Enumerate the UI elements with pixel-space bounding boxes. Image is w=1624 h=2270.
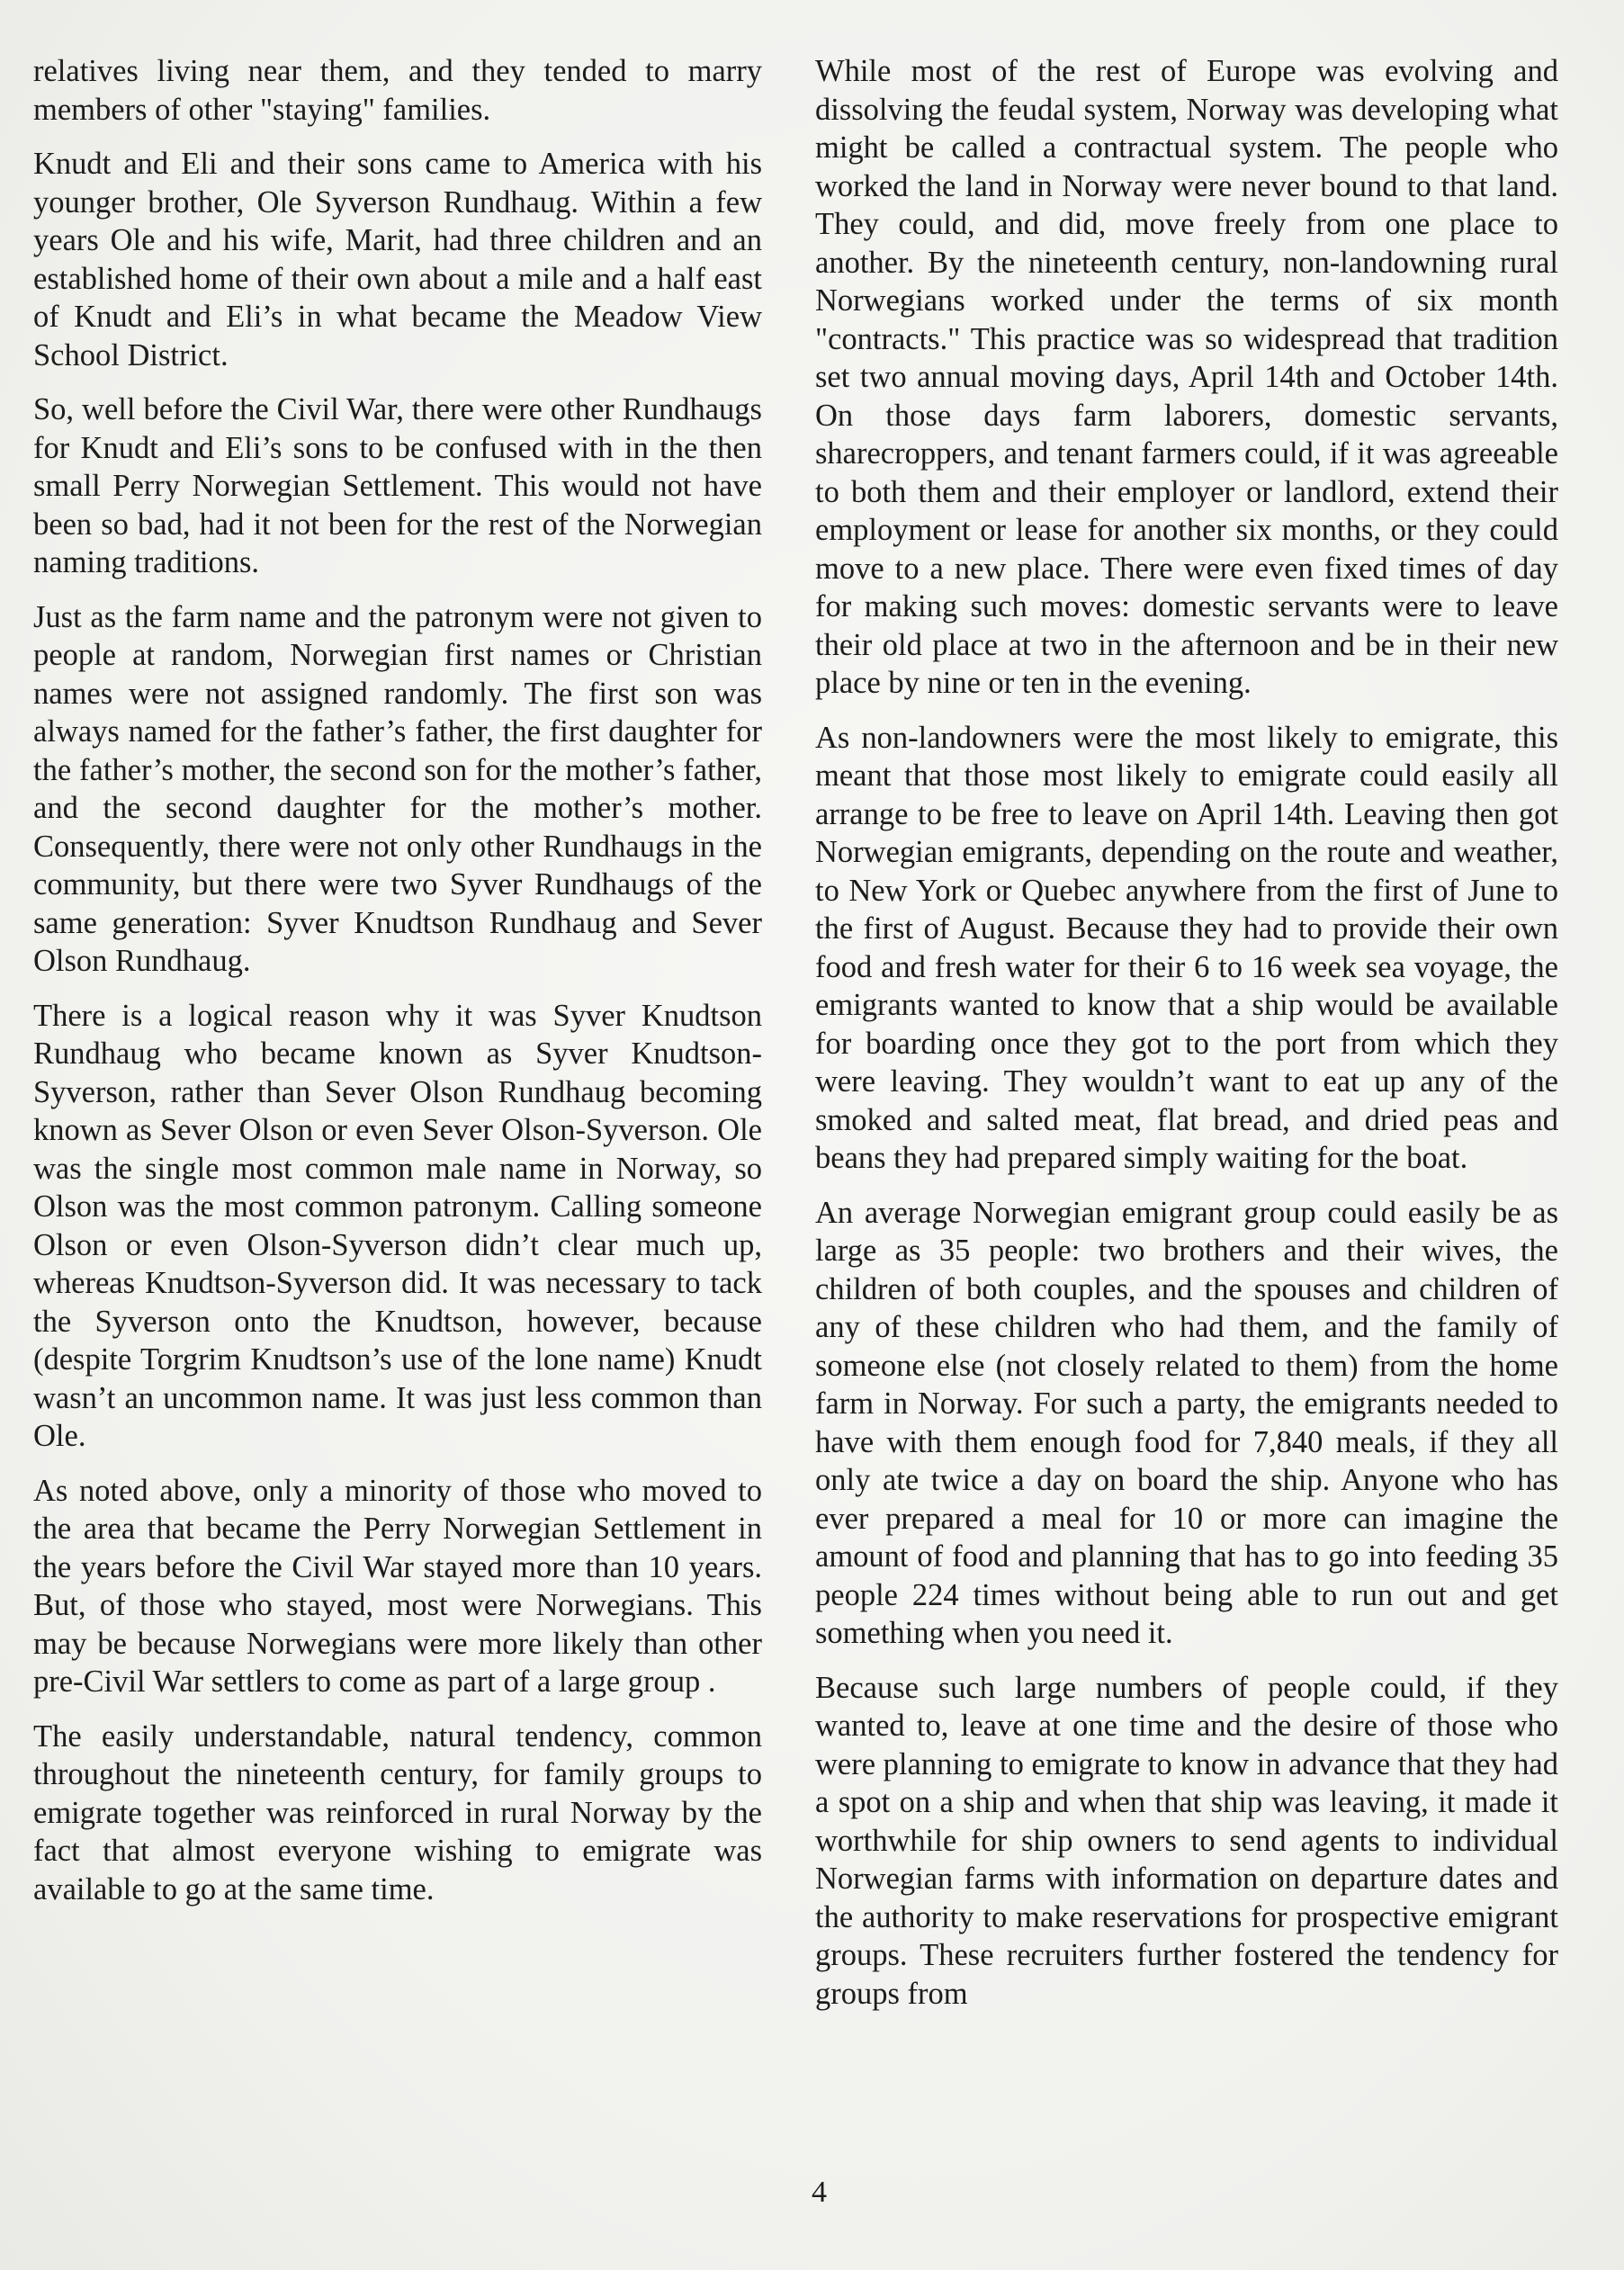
paragraph: So, well before the Civil War, there were other Rundhaugs for Knudt and Eli’s sons to be confused with in the then small Perry Norwegian Settlement. This would not have been so bad, had it not been for the rest of the Norwegian naming traditions.	[33, 392, 762, 579]
paragraph: As noted above, only a minority of those who moved to the area that became the Perry Norwegian Settlement in the years before the Civil War stayed more than 10 years. But, of those who stayed, most were Norwegians. This may be because Norwegians were more likely than other pre-Civil War settlers to come as part of a large group .	[33, 1473, 762, 1699]
right-text-column	[815, 52, 1558, 2029]
paragraph: Because such large numbers of people could, if they wanted to, leave at one time and the desire of those who were planning to emigrate to know in advance that they had a spot on a ship and when that ship was leaving, it made it worthwhile for ship owners to send agents to individual Norwegian farms with information on departure dates and the authority to make reservations for prospective emigrant groups. These recruiters further fostered the tendency for groups from	[815, 1670, 1558, 2011]
paragraph: As non-landowners were the most likely to emigrate, this meant that those most likely to emigrate could easily all arrange to be free to leave on April 14th. Leaving then got Norwegian emigrants, depending on the route and weather, to New York or Quebec anywhere from the first of June to the first of August. Because they had to provide their own food and fresh water for their 6 to 16 week sea voyage, the emigrants wanted to know that a ship would be available for boarding once they got to the port from which they were leaving. They wouldn’t want to eat up any of the smoked and salted meat, flat bread, and dried peas and beans they had prepared simply waiting for the boat.	[815, 720, 1558, 1175]
paragraph: While most of the rest of Europe was evolving and dissolving the feudal system, Norway was developing what might be called a contractual system. The people who worked the land in Norway were never bound to that land. They could, and did, move freely from one place to another. By the nineteenth century, non-landowning rural Norwegians worked under the terms of six month "contracts." This practice was so widespread that tradition set two annual moving days, April 14th and October 14th. On those days farm laborers, domestic servants, sharecroppers, and tenant farmers could, if it was agreeable to both them and their employer or landlord, extend their employment or lease for another six months, or they could move to a new place. There were even fixed times of day for making such moves: domestic servants were to leave their old place at two in the afternoon and be in their new place by nine or ten in the evening.	[815, 54, 1558, 700]
paragraph: Just as the farm name and the patronym were not given to people at random, Norwegian first names or Christian names were not assigned randomly. The first son was always named for the father’s father, the first daughter for the father’s mother, the second son for the mother’s father, and the second daughter for the mother’s mother. Consequently, there were not only other Rundhaugs in the community, but there were two Syver Rundhaugs of the same generation: Syver Knudtson Rundhaug and Sever Olson Rundhaug.	[33, 599, 762, 978]
page-number: 4	[812, 2176, 827, 2209]
paragraph: An average Norwegian emigrant group could easily be as large as 35 people: two brothers and their wives, the children of both couples, and the spouses and children of any of these children who had them, and the family of someone else (not closely related to them) from the home farm in Norway. For such a party, the emigrants needed to have with them enough food for 7,840 meals, if they all only ate twice a day on board the ship. Anyone who has ever prepared a meal for 10 or more can imagine the amount of food and planning that has to go into feeding 35 people 224 times without being able to run out and get something when you need it.	[815, 1195, 1558, 1650]
paragraph: Knudt and Eli and their sons came to America with his younger brother, Ole Syverson Rundhaug. Within a few years Ole and his wife, Marit, had three children and an established home of their own about a mile and a half east of Knudt and Eli’s in what became the Meadow View School District.	[33, 147, 762, 372]
left-text-column	[33, 52, 762, 1925]
paragraph: There is a logical reason why it was Syver Knudtson Rundhaug who became known as Syver Knudtson-Syverson, rather than Sever Olson Rundhaug becoming known as Sever Olson or even Sever Olson-Syverson. Ole was the single most common male name in Norway, so Olson was the most common patronym. Calling someone Olson or even Olson-Syverson didn’t clear much up, whereas Knudtson-Syverson did. It was necessary to tack the Syverson onto the Knudtson, however, because (despite Torgrim Knudtson’s use of the lone name) Knudt wasn’t an uncommon name. It was just less common than Ole.	[33, 998, 762, 1453]
paragraph: relatives living near them, and they tended to marry members of other "staying" families.	[33, 54, 762, 127]
paragraph: The easily understandable, natural tendency, common throughout the nineteenth century, for family groups to emigrate together was reinforced in rural Norway by the fact that almost everyone wishing to emigrate was available to go at the same time.	[33, 1718, 762, 1907]
